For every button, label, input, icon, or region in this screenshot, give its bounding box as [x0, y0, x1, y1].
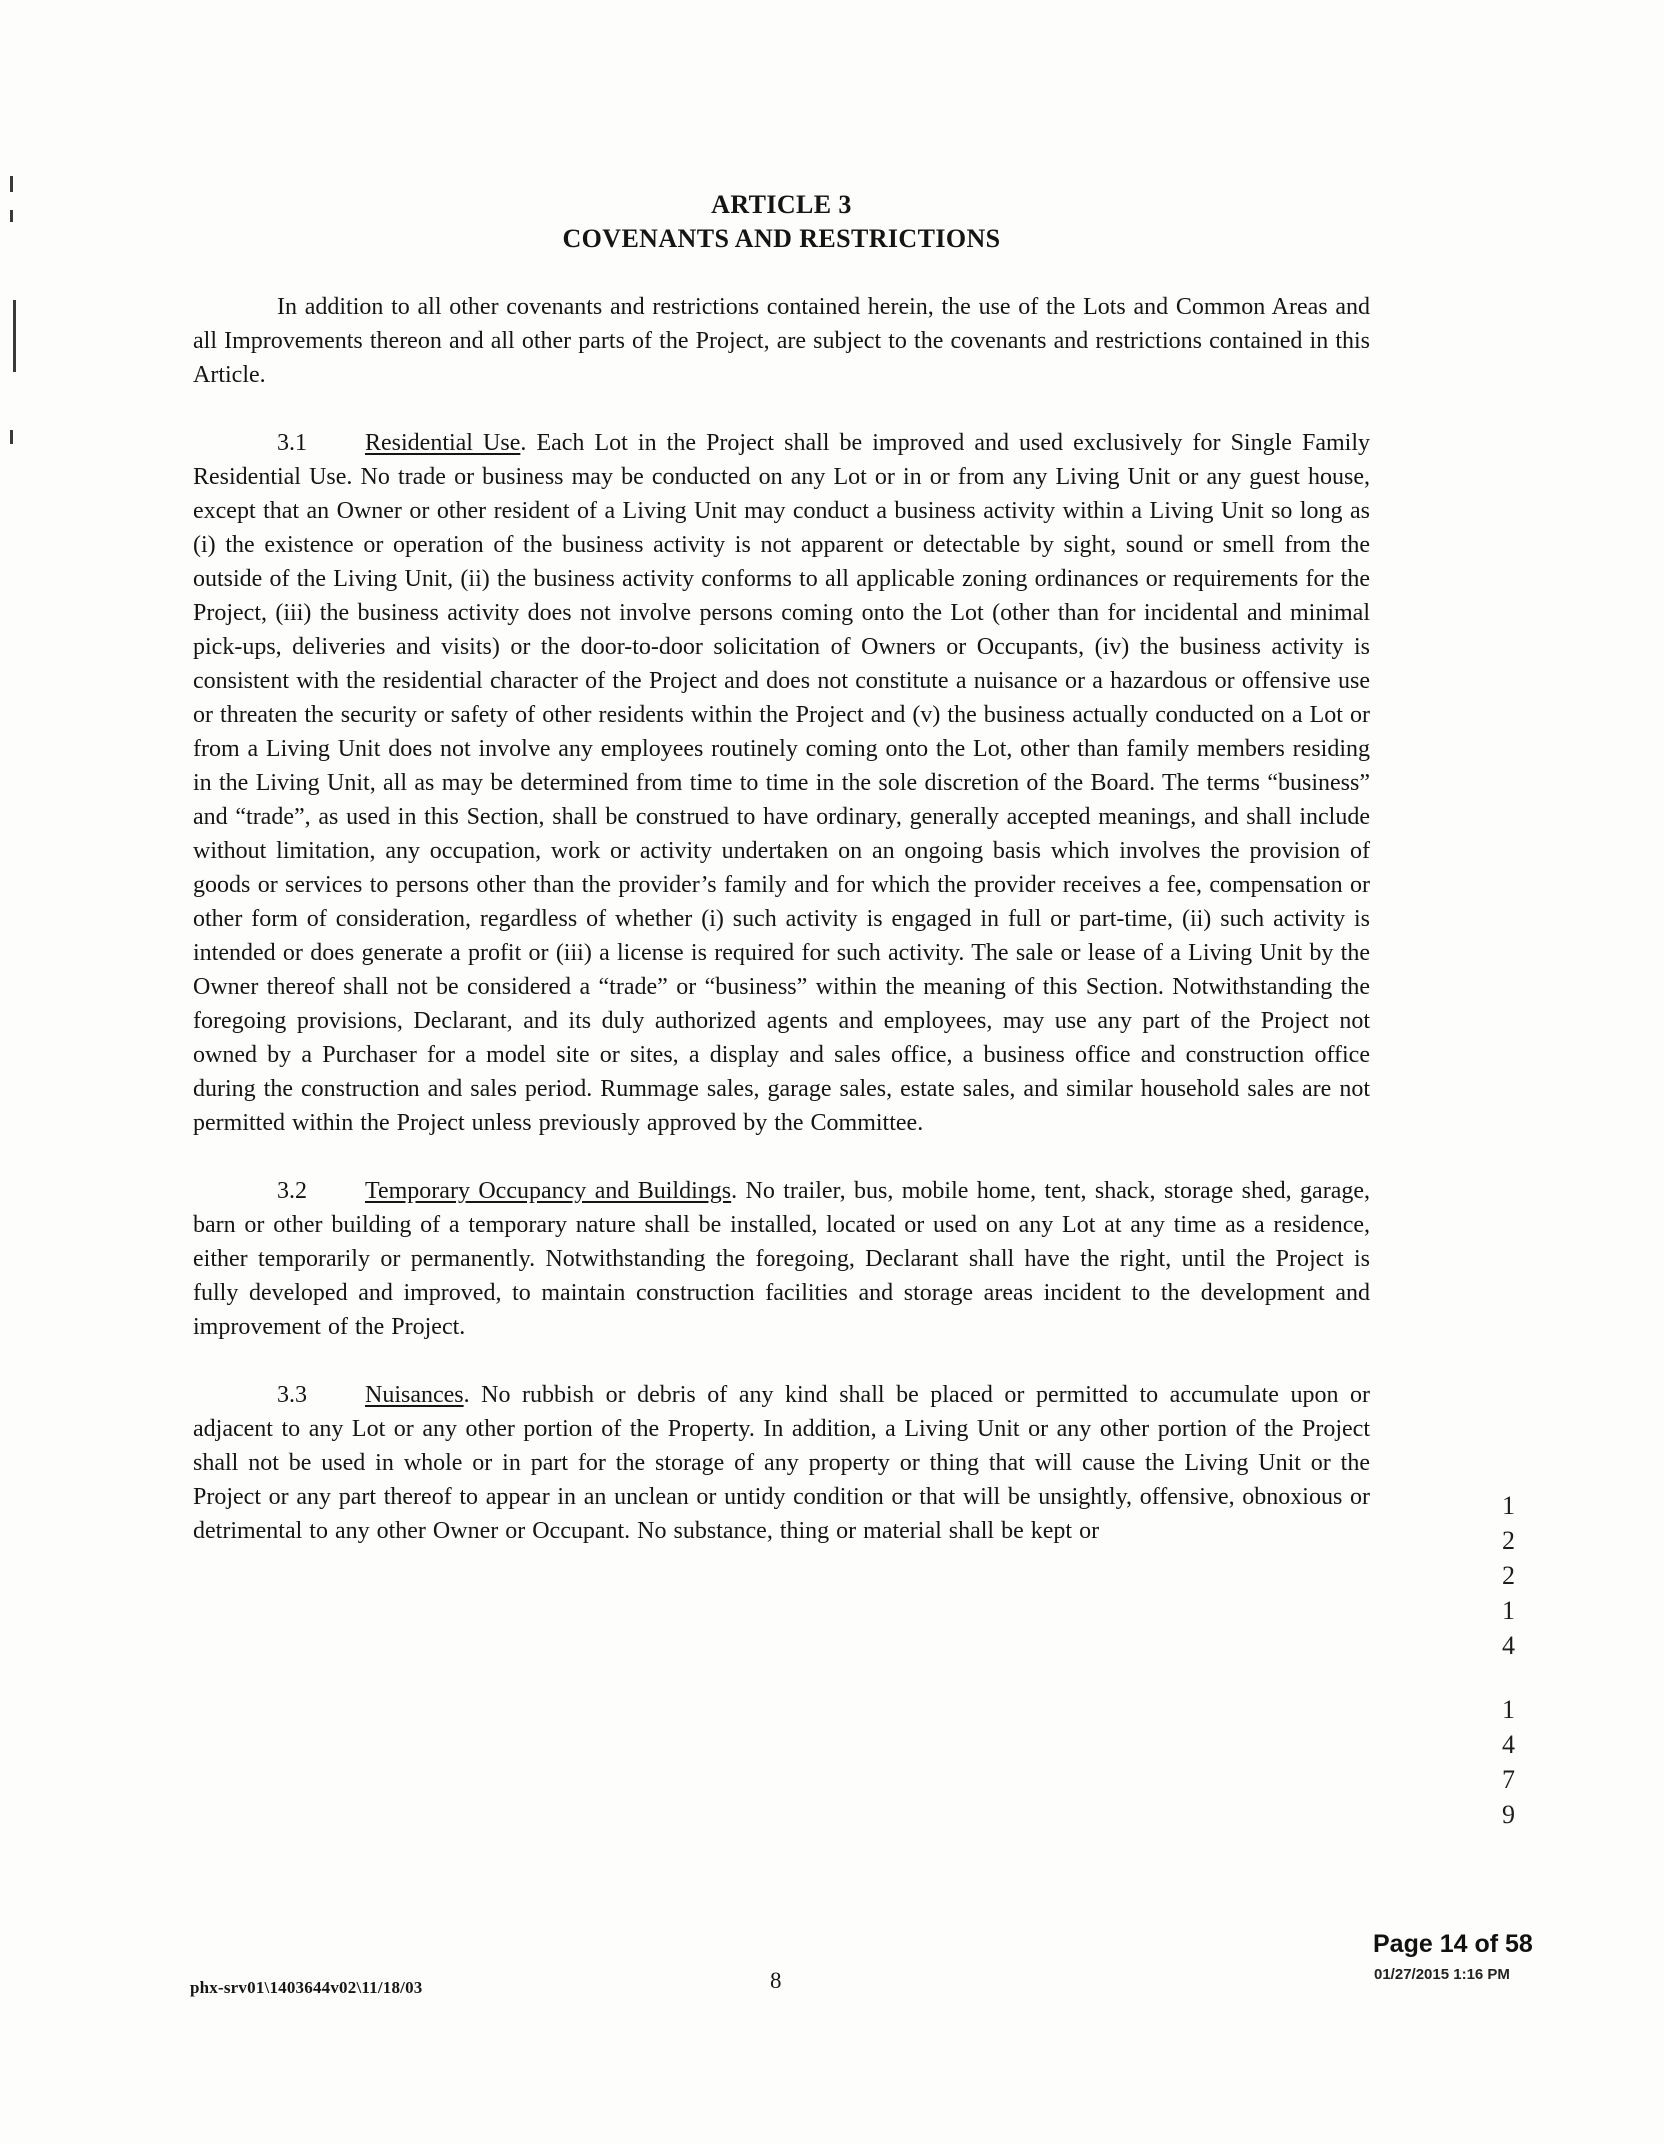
section-body: . Each Lot in the Project shall be improved and used exclusively for Single Family Residential Use. No trade or business may be conducted on any Lot or in or from any Living Unit or any guest house, except that an Owner or other resident of a Living Unit may conduct a business activity within a Living Unit so long as (i) the existence or operation of the business activity is not apparent or detectable by sight, sound or smell from the outside of the Living Unit, (ii) the business activity conforms to all applicable zoning ordinances or requirements for the Project, (iii) the business activity does not involve persons coming onto the Lot (other than for incidental and minimal pick-ups, deliveries and visits) or the door-to-door solicitation of Owners or Occupants, (iv) the business activity is consistent with the residential character of the Project and does not constitute a nuisance or a hazardous or offensive use or threaten the security or safety of other residents within the Project and (v) the business actually conducted on a Lot or from a Living Unit does not involve any employees routinely coming onto the Lot, other than family members residing in the Living Unit, all as may be determined from time to time in the sole discretion of the Board. The terms “business” and “trade”, as used in this Section, shall be construed to have ordinary, generally accepted meanings, and shall include without limitation, any occupation, work or activity undertaken on an ongoing basis which involves the provision of goods or services to persons other than the provider’s family and for which the provider receives a fee, compensation or other form of consideration, regardless of whether (i) such activity is engaged in full or part-time, (ii) such activity is intended or does generate a profit or (iii) a license is required for such activity. The sale or lease of a Living Unit by the Owner thereof shall not be considered a “trade” or “business” within the meaning of this Section. Notwithstanding the foregoing provisions, Declarant, and its duly authorized agents and employees, may use any part of the Project not owned by a Purchaser for a model site or sites, a display and sales office, a business office and construction office during the construction and sales period. Rummage sales, garage sales, estate sales, and similar household sales are not permitted within the Project unless previously approved by the Committee.	[193, 430, 1370, 1136]
scan-artifact	[10, 176, 13, 192]
section-heading: Temporary Occupancy and Buildings	[365, 1178, 732, 1204]
section-3-3	[193, 1378, 1370, 1548]
section-body: . No rubbish or debris of any kind shall be placed or permitted to accumulate upon or adjacent to any Lot or any other portion of the Property. In addition, a Living Unit or any other portion of the Project shall not be used in whole or in part for the storage of any property or thing that will cause the Living Unit or the Project or any part thereof to appear in an unclean or untidy condition or that will be unsightly, offensive, obnoxious or detrimental to any other Owner or Occupant. No substance, thing or material shall be kept or	[193, 1382, 1370, 1544]
scan-artifact	[10, 430, 13, 444]
section-heading: Residential Use	[365, 430, 521, 456]
stamp-digit: 2	[1502, 1526, 1515, 1555]
section-body: . No trailer, bus, mobile home, tent, shack, storage shed, garage, barn or other building of a temporary nature shall be installed, located or used on any Lot at any time as a residence, either temporarily or permanently. Notwithstanding the foregoing, Declarant shall have the right, until the Project is fully developed and improved, to maintain construction facilities and storage areas incident to the development and improvement of the Project.	[193, 1178, 1371, 1340]
stamp-digit: 1	[1502, 1695, 1515, 1724]
section-number: 3.1	[277, 430, 307, 456]
intro-text: In addition to all other covenants and restrictions contained herein, the use of the Lots and Common Areas and all Improvements thereon and all other parts of the Project, are subject to the covenants and restrictions contained in this Article.	[193, 294, 1370, 388]
section-number: 3.3	[277, 1382, 307, 1408]
stamp-digit: 9	[1502, 1800, 1515, 1829]
scan-artifact	[10, 210, 13, 222]
timestamp-stamp: 01/27/2015 1:16 PM	[1374, 1966, 1510, 1983]
document-body	[193, 188, 1370, 1548]
section-number: 3.2	[277, 1178, 307, 1204]
article-subtitle: COVENANTS AND RESTRICTIONS	[562, 224, 1001, 253]
section-3-1	[193, 426, 1370, 1140]
page-number: 8	[770, 1968, 782, 1993]
stamp-digit: 4	[1502, 1631, 1515, 1660]
stamp-digit: 1	[1502, 1491, 1515, 1520]
intro-paragraph	[193, 290, 1370, 392]
margin-stamp-group-1	[1502, 1492, 1515, 1660]
stamp-digit: 7	[1502, 1765, 1515, 1794]
document-reference: phx-srv01\1403644v02\11/18/03	[190, 1978, 423, 1997]
pagination-stamp: Page 14 of 58	[1373, 1930, 1533, 1958]
margin-stamp-group-2	[1502, 1696, 1515, 1829]
stamp-digit: 2	[1502, 1561, 1515, 1590]
stamp-digit: 4	[1502, 1730, 1515, 1759]
scan-artifact	[13, 300, 16, 372]
section-3-2	[193, 1174, 1370, 1344]
section-heading: Nuisances	[365, 1382, 464, 1408]
article-title: ARTICLE 3	[711, 190, 852, 219]
stamp-digit: 1	[1502, 1596, 1515, 1625]
